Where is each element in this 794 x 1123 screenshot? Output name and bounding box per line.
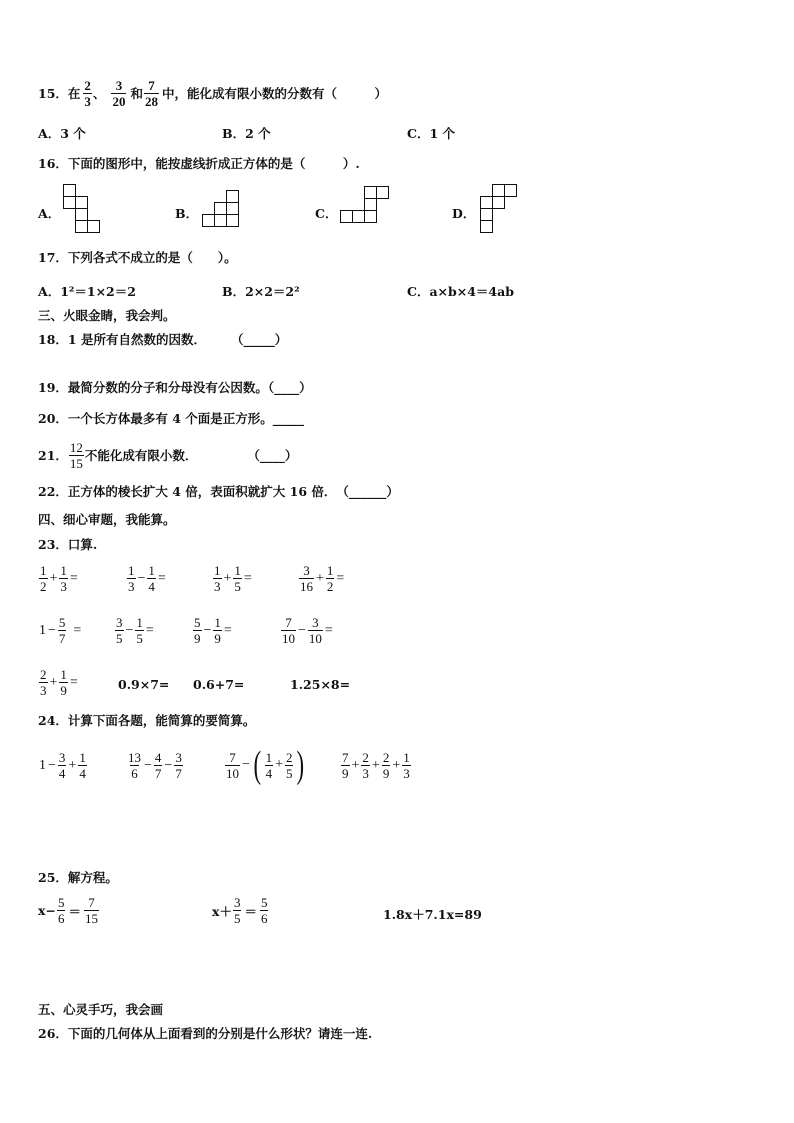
q21-number: 21． bbox=[38, 447, 68, 463]
calc-item: 0.9×7= bbox=[118, 677, 170, 692]
q26-question: 26．下面的几何体从上面看到的分别是什么形状？请连一连. bbox=[38, 1026, 373, 1041]
section-4-heading: 四、细心审题，我能算。 bbox=[38, 512, 176, 527]
q15-option-b[interactable]: B．2 个 bbox=[222, 126, 271, 141]
q24-expression-1: 1 − $\frac{3}{4}$ + $\frac{1}{4}$ bbox=[39, 750, 86, 781]
q25-question: 25．解方程。 bbox=[38, 870, 118, 885]
calc-item: 1.25×8= bbox=[290, 677, 351, 692]
calc-item: $\frac{2}{3}$ + $\frac{1}{9}$ = bbox=[40, 667, 78, 698]
fraction: $\frac{3}{20}$ bbox=[112, 78, 126, 109]
q22: 22．正方体的棱长扩大 4 倍，表面积就扩大 16 倍． （______） bbox=[38, 484, 399, 499]
calc-item: 0.6+7= bbox=[193, 677, 245, 692]
cube-net-d[interactable] bbox=[478, 184, 518, 236]
q24-question: 24．计算下面各题，能简算的要简算。 bbox=[38, 713, 256, 728]
q17-option-c[interactable]: C．a×b×4＝4ab bbox=[407, 284, 514, 299]
q17-option-b[interactable]: B．2×2＝2² bbox=[222, 284, 300, 299]
calc-item: $\frac{1}{3}$ − $\frac{1}{4}$ = bbox=[128, 563, 166, 594]
calc-item: $\frac{3}{16}$ + $\frac{1}{2}$ = bbox=[300, 563, 345, 594]
calc-item: $\frac{5}{9}$ − $\frac{1}{9}$ = bbox=[194, 615, 232, 646]
calc-item: $\frac{7}{10}$ − $\frac{3}{10}$ = bbox=[282, 615, 333, 646]
fraction: $\frac{2}{3}$ bbox=[84, 78, 91, 109]
q21 bbox=[38, 440, 297, 471]
q15-option-c[interactable]: C．1 个 bbox=[407, 126, 455, 141]
separator: 、 bbox=[92, 85, 106, 101]
section-3-heading: 三、火眼金睛，我会判。 bbox=[38, 308, 176, 323]
q25-equation-1: x− $\frac{5}{6}$ ＝ $\frac{7}{15}$ bbox=[38, 895, 98, 926]
q15-prefix: 在 bbox=[67, 85, 81, 101]
q17-question: 17．下列各式不成立的是（ ）。 bbox=[38, 250, 237, 265]
fraction: $\frac{7}{28}$ bbox=[144, 78, 158, 109]
q18: 18．1 是所有自然数的因数． （_____） bbox=[38, 332, 288, 347]
q16-option-c-label[interactable]: C． bbox=[315, 206, 338, 221]
q23-question: 23．口算. bbox=[38, 537, 98, 552]
q21-text: 不能化成有限小数． （____） bbox=[84, 447, 298, 463]
q25-equation-2: x＋ $\frac{3}{5}$ ＝ $\frac{5}{6}$ bbox=[212, 895, 268, 926]
calc-item: $\frac{1}{2}$ + $\frac{1}{3}$ = bbox=[40, 563, 78, 594]
calc-item: $\frac{3}{5}$ − $\frac{1}{5}$ = bbox=[116, 615, 154, 646]
cube-net-b[interactable] bbox=[200, 190, 240, 232]
q17-option-a[interactable]: A．1²＝1×2＝2 bbox=[38, 284, 136, 299]
q15-suffix: 中，能化成有限小数的分数有（ ） bbox=[161, 85, 387, 101]
q19: 19．最简分数的分子和分母没有公因数。（____） bbox=[38, 380, 312, 395]
q20: 20．一个长方体最多有 4 个面是正方形。_____ bbox=[38, 411, 305, 426]
q25-equation-3: 1.8x＋7.1x=89 bbox=[383, 907, 482, 922]
calc-item: $\frac{1}{3}$ + $\frac{1}{5}$ = bbox=[214, 563, 252, 594]
fraction: $\frac{12}{15}$ bbox=[69, 440, 83, 471]
q16-option-d-label[interactable]: D． bbox=[452, 206, 476, 221]
q15-option-a[interactable]: A．3 个 bbox=[38, 126, 86, 141]
q24-expression-2: $\frac{13}{6}$ − $\frac{4}{7}$ − $\frac{3}{7}$ bbox=[128, 750, 182, 781]
q16-question: 16．下面的图形中，能按虚线折成正方体的是（ ）. bbox=[38, 156, 360, 171]
calc-item: 1 − $\frac{5}{7}$ = bbox=[39, 615, 82, 646]
q16-option-b-label[interactable]: B． bbox=[175, 206, 199, 221]
separator: 和 bbox=[130, 85, 143, 101]
q24-expression-4: $\frac{7}{9}$ + $\frac{2}{3}$ + $\frac{2}{9}$ + $\frac{1}{3}$ bbox=[342, 750, 410, 781]
q24-expression-3: $\frac{7}{10}$ − ( $\frac{1}{4}$ + $\frac{2}{5}$ ) bbox=[226, 744, 305, 786]
section-5-heading: 五、心灵手巧，我会画 bbox=[38, 1002, 164, 1017]
q15-number: 15． bbox=[38, 85, 68, 101]
q16-option-a-label[interactable]: A． bbox=[38, 206, 61, 221]
cube-net-c[interactable] bbox=[338, 186, 390, 232]
cube-net-a[interactable] bbox=[62, 184, 102, 236]
q15 bbox=[38, 78, 387, 109]
